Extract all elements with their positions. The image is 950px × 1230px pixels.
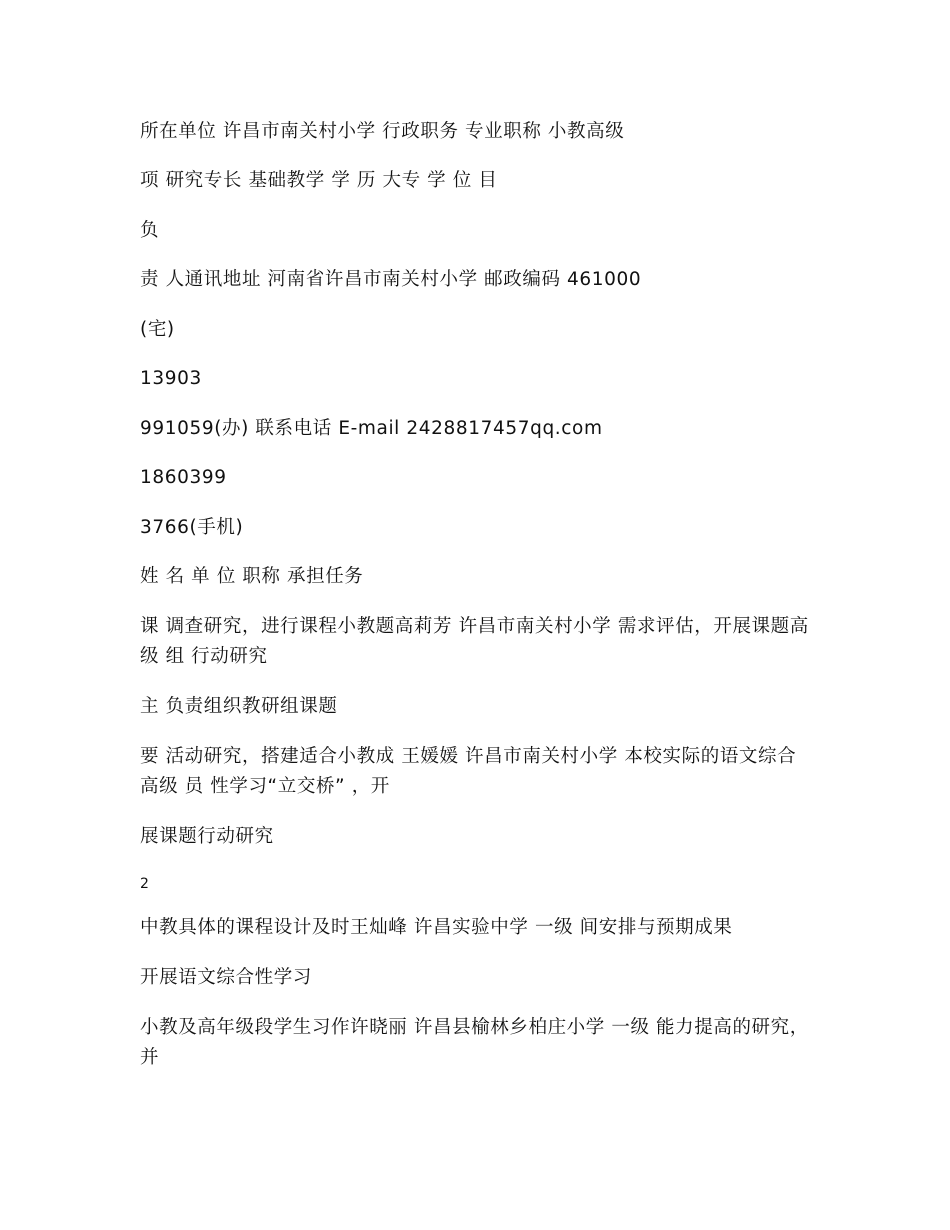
text-line-fu: 负 <box>140 220 160 241</box>
text-line-member-wang: 要 活动研究，搭建适合小教成 王媛媛 许昌市南关村小学 本校实际的语文综合高级 员 性学习“立交桥” ，开 <box>140 746 797 797</box>
page-number: 2 <box>140 876 149 892</box>
text-line-unit: 所在单位 许昌市南关村小学 行政职务 专业职称 小教高级 <box>140 121 625 142</box>
text-line-address: 责 人通讯地址 河南省许昌市南关村小学 邮政编码 461000 <box>140 269 642 290</box>
text-line-phone-part1: 13903 <box>140 368 202 389</box>
text-line-member-gao: 课 调查研究，进行课程小教题高莉芳 许昌市南关村小学 需求评估，开展课题高级 组 行动研究 <box>140 616 809 667</box>
text-line-member-wangcanfeng: 中教具体的课程设计及时王灿峰 许昌实验中学 一级 间安排与预期成果 <box>140 917 733 938</box>
text-line-continue: 展课题行动研究 <box>140 826 274 847</box>
text-line-mobile-part2: 3766(手机) <box>140 517 244 538</box>
text-line-zhu: 主 负责组织教研组课题 <box>140 696 338 717</box>
text-line-mobile-part1: 1860399 <box>140 467 227 488</box>
text-line-member-header: 姓 名 单 位 职称 承担任务 <box>140 566 364 587</box>
text-line-member-xu: 小教及高年级段学生习作许晓丽 许昌县榆林乡柏庄小学 一级 能力提高的研究，并 <box>140 1017 809 1068</box>
text-line-chinese-study: 开展语文综合性学习 <box>140 967 312 988</box>
text-line-specialty: 项 研究专长 基础教学 学 历 大专 学 位 目 <box>140 170 498 191</box>
text-line-contact: 991059(办) 联系电话 E-mail 2428817457qq.com <box>140 418 603 439</box>
text-line-home: (宅) <box>140 319 175 340</box>
